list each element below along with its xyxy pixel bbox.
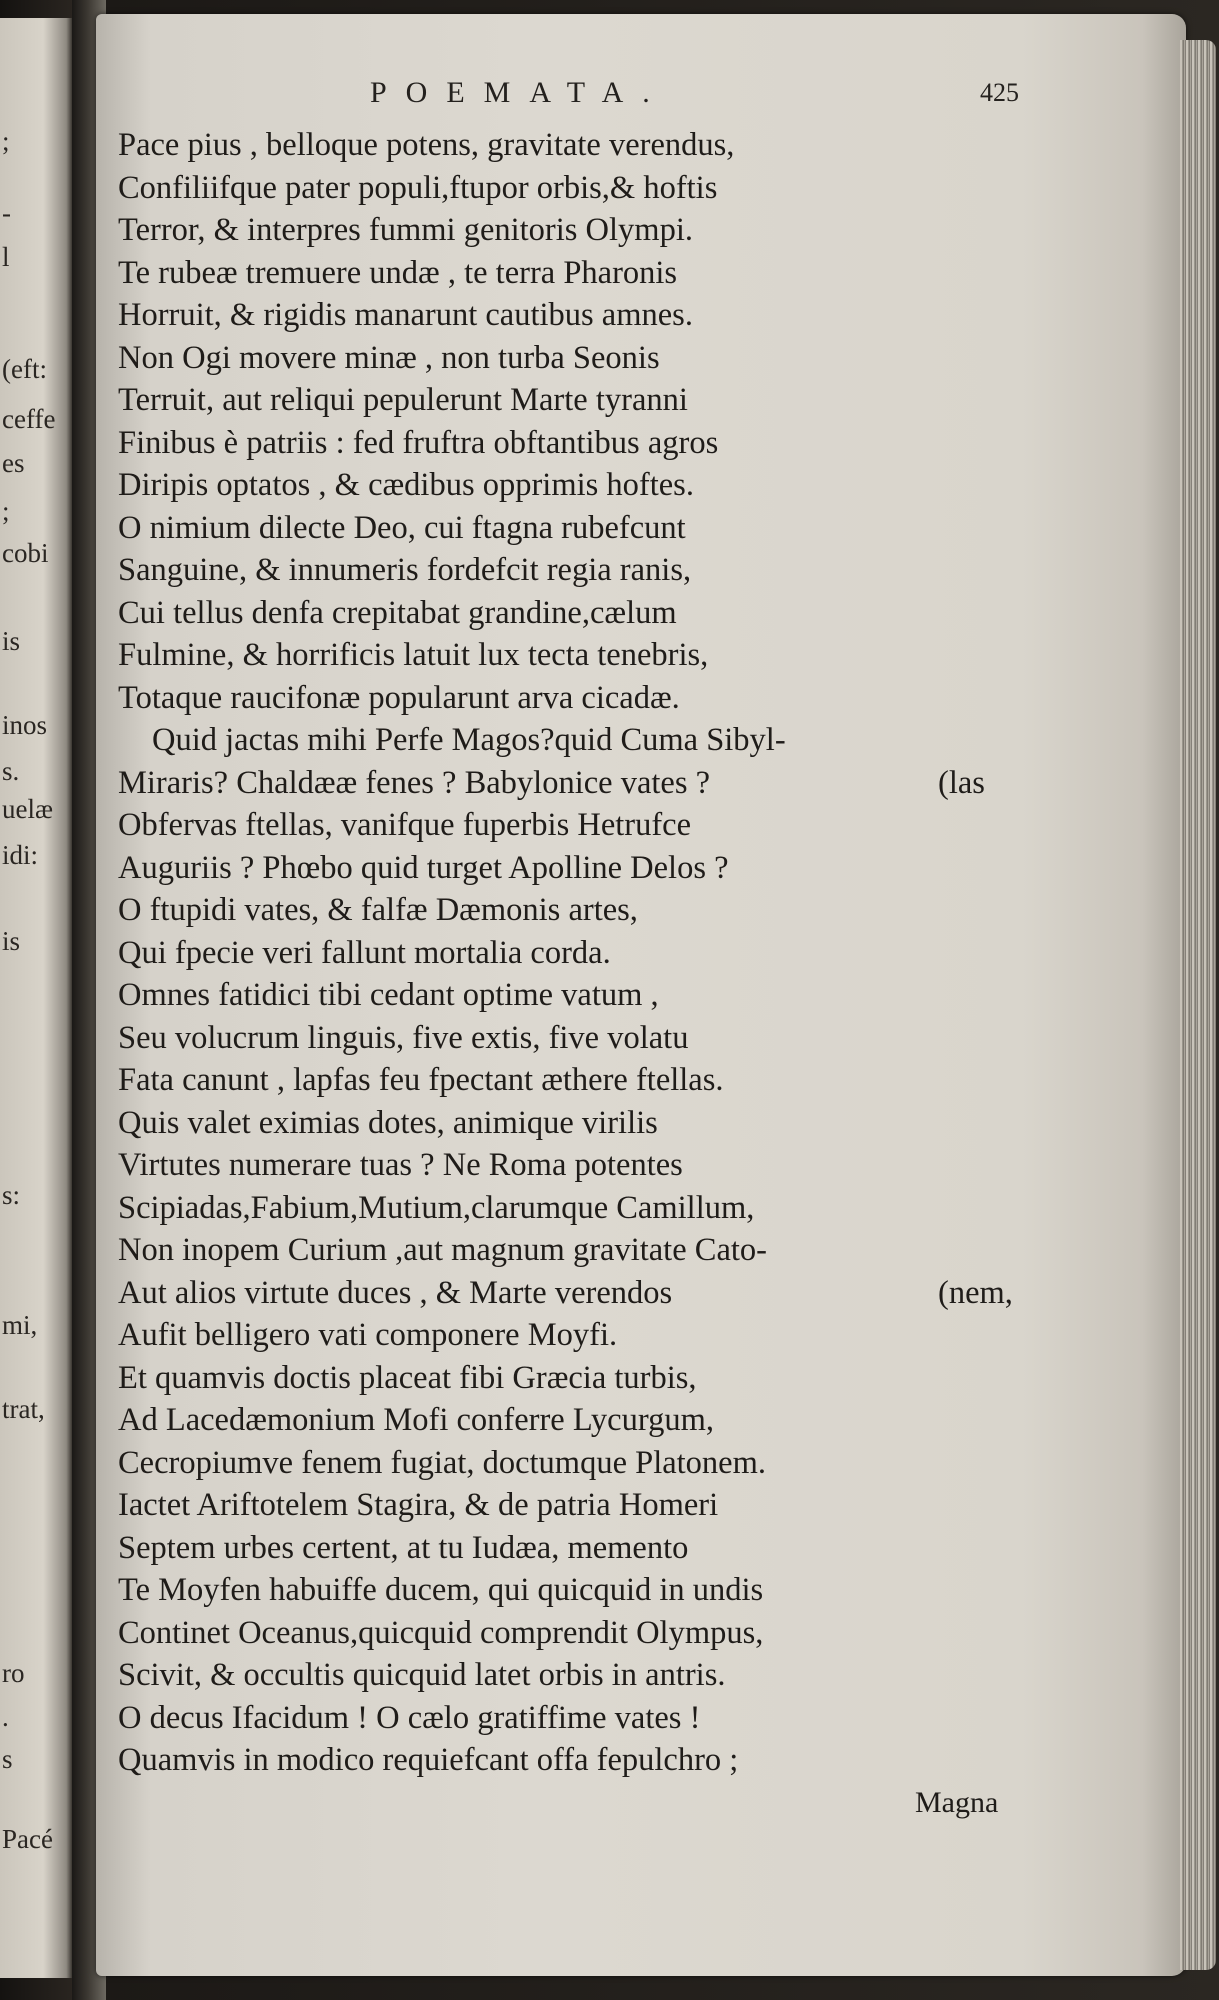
verse-line <box>118 1697 1038 1740</box>
facing-page-text: l <box>2 242 10 272</box>
verse-line <box>118 379 1038 422</box>
facing-page-text: mi, <box>2 1310 38 1340</box>
verse-line-text: Obfervas ftellas, vanifque fuperbis Hetrufce <box>118 807 692 843</box>
verse-line-text: Auguriis ? Phœbo quid turget Apolline Delos ? <box>118 849 729 886</box>
page-header <box>270 76 1030 116</box>
page-number: 425 <box>980 78 1019 107</box>
verse-line-text: Continet Oceanus,quicquid comprendit Olympus, <box>118 1614 764 1651</box>
verse-line <box>118 1102 1038 1145</box>
verse-line-text: Scivit, & occultis quicquid latet orbis in antris. <box>118 1657 726 1693</box>
facing-page-text: ; <box>2 126 10 156</box>
verse-line-text: O nimium dilecte Deo, cui ftagna rubefcunt <box>118 509 686 546</box>
verse-line-text: Non Ogi movere minæ , non turba Seonis <box>118 339 660 376</box>
verse-line-text: Scipiadas,Fabium,Mutium,clarumque Camillum, <box>118 1189 755 1226</box>
verse-line-text: Horruit, & rigidis manarunt cautibus amnes. <box>118 297 693 333</box>
facing-page-text: idi: <box>2 840 39 870</box>
verse-line-text: Qui fpecie veri fallunt mortalia corda. <box>118 934 611 971</box>
verse-line <box>118 507 1038 550</box>
verse-line-text: Iactet Ariftotelem Stagira, & de patria Homeri <box>118 1487 719 1523</box>
facing-page-text: ro <box>2 1658 25 1688</box>
verse-line-text: Diripis optatos , & cædibus opprimis hoftes. <box>118 467 694 503</box>
verse-line-text: Totaque raucifonæ popularunt arva cicadæ. <box>118 679 680 716</box>
verse-line <box>118 762 1038 805</box>
verse-line <box>118 337 1038 380</box>
verse-line <box>118 167 1038 210</box>
verse-line-text: Terruit, aut reliqui pepulerunt Marte tyranni <box>118 382 688 418</box>
catchword: Magna <box>915 1786 999 1819</box>
verse-line-text: Aut alios virtute duces , & Marte verendos <box>118 1274 673 1311</box>
verse-line <box>118 932 1038 975</box>
verse-line <box>118 974 1038 1017</box>
turnover-fragment: (las <box>938 764 985 801</box>
facing-page-text: is <box>2 626 21 656</box>
verse-line <box>118 1357 1038 1400</box>
verse-text <box>118 124 1038 1782</box>
verse-line-text: Fulmine, & horrificis latuit lux tecta tenebris, <box>118 637 709 673</box>
verse-line <box>118 1144 1038 1187</box>
verse-line-text: Non inopem Curium ,aut magnum gravitate Cato- <box>118 1232 767 1268</box>
verse-line <box>118 464 1038 507</box>
verse-line <box>118 549 1038 592</box>
verse-line <box>118 1739 1038 1782</box>
verse-line-text: Septem urbes certent, at tu Iudæa, memento <box>118 1529 689 1566</box>
verse-line <box>118 592 1038 635</box>
verse-line <box>118 847 1038 890</box>
facing-page-text: s <box>2 1744 13 1774</box>
facing-page-text: . <box>2 1702 9 1732</box>
verse-line <box>118 1187 1038 1230</box>
facing-page-text: uelæ <box>2 794 53 824</box>
verse-line <box>118 1314 1038 1357</box>
verse-line <box>118 677 1038 720</box>
verse-line <box>118 1442 1038 1485</box>
verse-line-text: Terror, & interpres fummi genitoris Olympi. <box>118 212 693 248</box>
page-edges <box>1180 40 1216 1970</box>
verse-line <box>118 1654 1038 1697</box>
verse-line <box>118 294 1038 337</box>
facing-page-text: es <box>2 448 25 478</box>
verse-line <box>118 889 1038 932</box>
verse-line-text: Aufit belligero vati componere Moyfi. <box>118 1317 618 1353</box>
verse-line <box>118 1017 1038 1060</box>
verse-line-text: Quamvis in modico requiefcant offa fepulchro ; <box>118 1742 739 1778</box>
verse-line <box>118 1527 1038 1570</box>
running-title: POEMATA. <box>370 76 669 109</box>
facing-page-text: ; <box>2 496 10 526</box>
verse-line-text: Cecropiumve fenem fugiat, doctumque Platonem. <box>118 1444 767 1481</box>
verse-line-text: Quis valet eximias dotes, animique virilis <box>118 1104 658 1141</box>
facing-page-text: ceffe <box>2 404 56 434</box>
verse-line-text: Sanguine, & innumeris fordefcit regia ranis, <box>118 552 692 588</box>
verse-line-text: Virtutes numerare tuas ? Ne Roma potentes <box>118 1147 683 1183</box>
facing-page-text: s. <box>2 756 20 786</box>
facing-page-text: (eft: <box>2 354 47 384</box>
verse-line <box>118 1272 1038 1315</box>
verse-line-text: Ad Lacedæmonium Mofi conferre Lycurgum, <box>118 1402 714 1438</box>
verse-line <box>118 1399 1038 1442</box>
verse-line <box>118 804 1038 847</box>
verse-line <box>118 209 1038 252</box>
verse-line-text: Te Moyfen habuiffe ducem, qui quicquid in undis <box>118 1572 764 1608</box>
verse-line <box>118 1569 1038 1612</box>
verse-line-text: Cui tellus denfa crepitabat grandine,cælum <box>118 594 677 631</box>
verse-line <box>118 1229 1038 1272</box>
verse-line-text: Confiliifque pater populi,ftupor orbis,& hoftis <box>118 169 718 206</box>
verse-line <box>118 719 1038 762</box>
verse-line-text: Omnes fatidici tibi cedant optime vatum , <box>118 977 659 1013</box>
verse-line-text: Et quamvis doctis placeat fibi Græcia turbis, <box>118 1359 697 1396</box>
verse-line <box>118 422 1038 465</box>
verse-line <box>118 252 1038 295</box>
facing-page-fragment <box>0 18 72 1978</box>
facing-page-text: cobi <box>2 538 49 568</box>
verse-line-text: Quid jactas mihi Perfe Magos?quid Cuma Sibyl- <box>152 722 786 758</box>
facing-page-text: trat, <box>2 1394 45 1424</box>
verse-line-text: O ftupidi vates, & falfæ Dæmonis artes, <box>118 892 638 928</box>
verse-line-text: Seu volucrum linguis, five extis, five volatu <box>118 1019 689 1056</box>
facing-page-text: inos <box>2 710 48 740</box>
verse-line <box>118 1484 1038 1527</box>
turnover-fragment: (nem, <box>938 1274 1013 1311</box>
verse-line <box>118 1612 1038 1655</box>
verse-line-text: Finibus è patriis : fed fruftra obftantibus agros <box>118 424 719 461</box>
verse-line-text: Fata canunt , lapfas feu fpectant æthere ftellas. <box>118 1062 724 1098</box>
verse-line <box>118 634 1038 677</box>
verse-line-text: O decus Ifacidum ! O cælo gratiffime vates ! <box>118 1699 701 1736</box>
verse-line <box>118 1059 1038 1102</box>
facing-page-text: is <box>2 926 21 956</box>
facing-page-text: - <box>2 198 11 228</box>
verse-line-text: Miraris? Chaldææ fenes ? Babylonice vates ? <box>118 764 711 801</box>
verse-line-text: Pace pius , belloque potens, gravitate verendus, <box>118 127 735 163</box>
verse-line-text: Te rubeæ tremuere undæ , te terra Pharonis <box>118 254 678 291</box>
facing-page-text: s: <box>2 1180 21 1210</box>
verse-line <box>118 124 1038 167</box>
facing-page-text: Pacé <box>2 1824 53 1854</box>
